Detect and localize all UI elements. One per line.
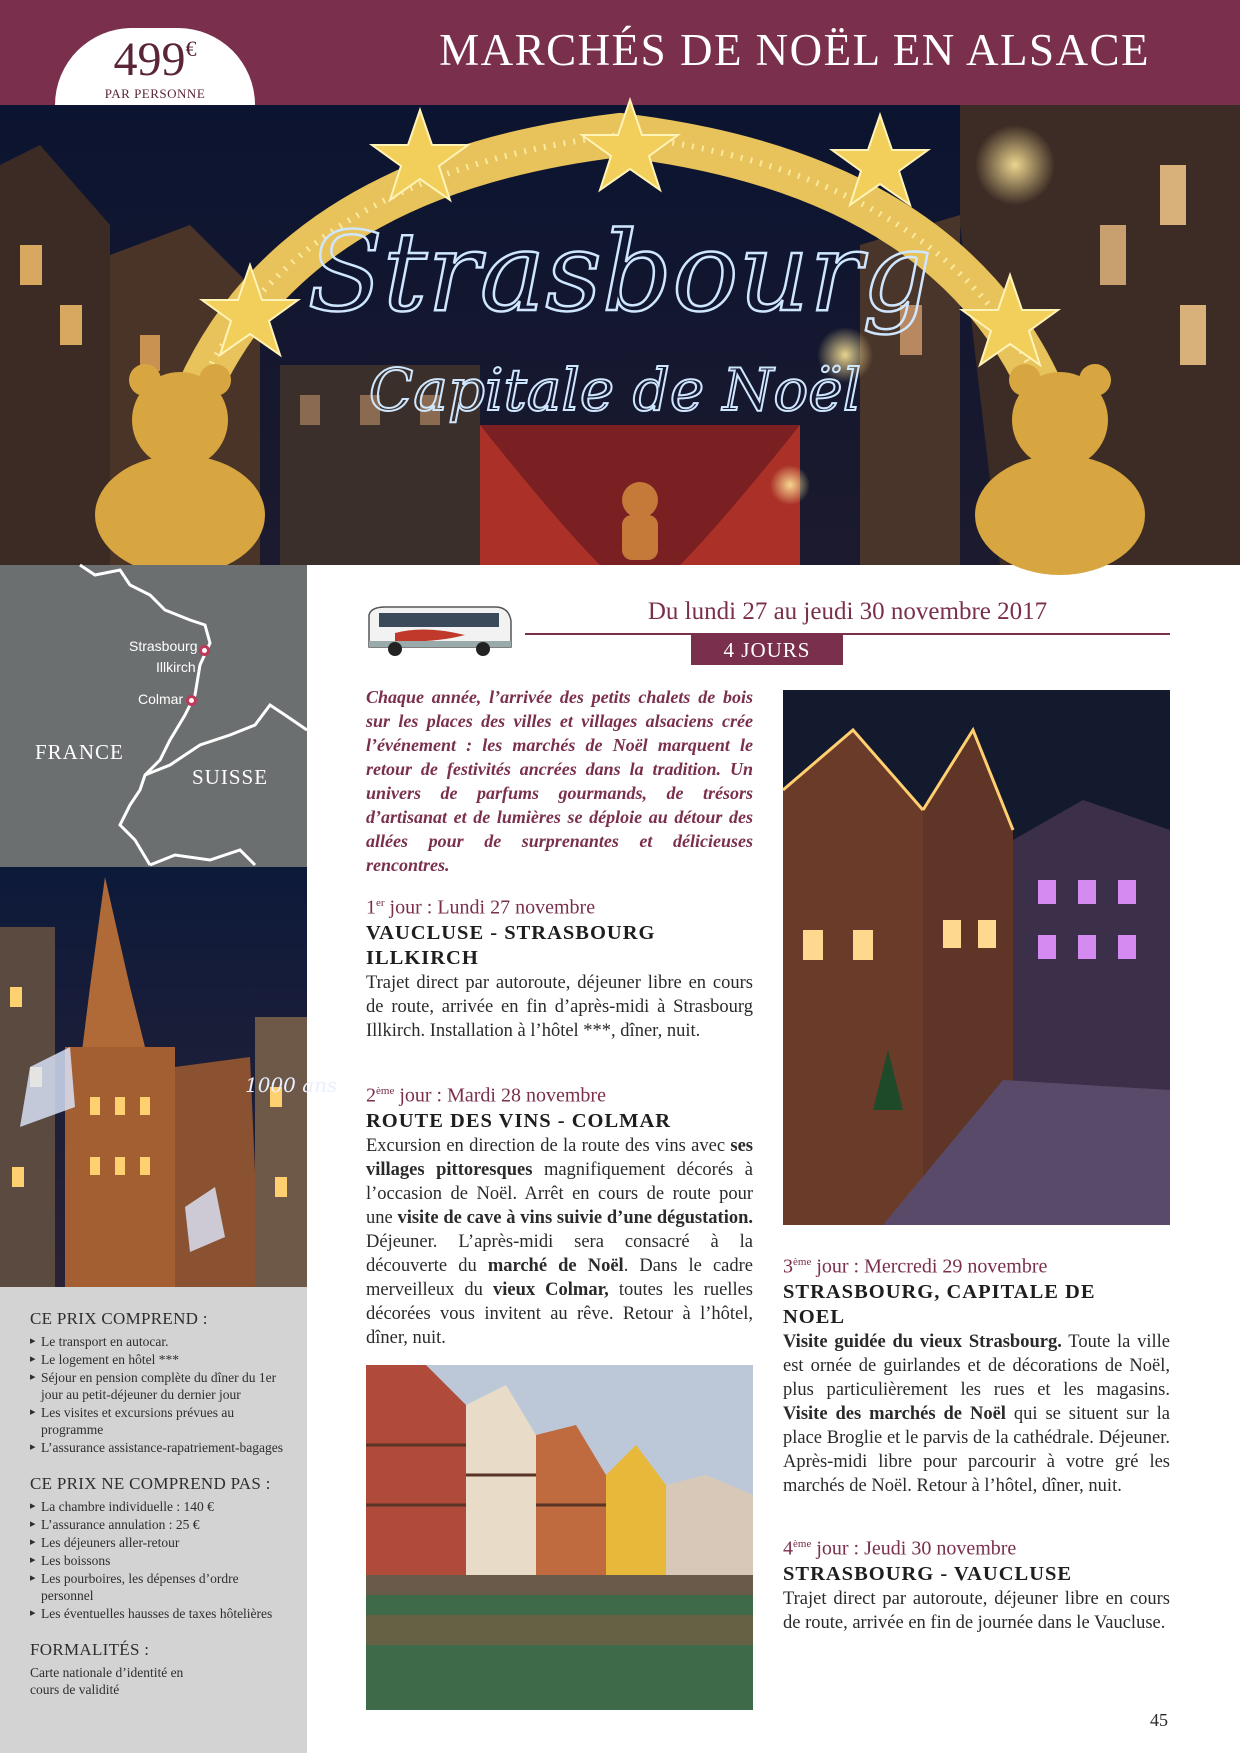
day-3 <box>783 1249 1170 1498</box>
page-title: MARCHÉS DE NOËL EN ALSACE <box>439 25 1150 75</box>
colmar-night-photo <box>783 690 1170 1225</box>
includes-list <box>30 1333 293 1456</box>
cathedral-banner-text: 1000 ans <box>245 1073 338 1097</box>
hero-sign-line1: Strasbourg <box>307 208 933 336</box>
hero-photo-strasbourg-arch <box>0 105 1240 565</box>
hero-sign-line2: Capitale de Noël <box>368 356 862 424</box>
bus-icon <box>365 603 515 659</box>
day-body-highlight: visite de cave à vins suivie d’une dégustation. <box>397 1207 753 1228</box>
day-body-text: magnifiquement décorés à l’occasion de Noël. Arrêt en cours de route pour une <box>366 1159 753 1228</box>
duration-badge: 4 JOURS <box>691 635 843 665</box>
map-city-strasbourg: Strasbourg <box>129 638 198 654</box>
day-body <box>783 1330 1170 1498</box>
petite-venise-canal-photo <box>366 1365 753 1710</box>
day-body-text: qui se situent sur la place Broglie et le parvis de la cathédrale. Déjeuner. Après-midi libre pour parcourir à votre gré les marchés de Noël. Retour à l’hôtel, dîner, nuit. <box>783 1403 1170 1496</box>
day-1 <box>366 890 753 1043</box>
includes-heading: CE PRIX COMPREND : <box>30 1309 208 1328</box>
day-body-highlight: ses villages pittoresques <box>366 1135 753 1180</box>
formalities-heading: FORMALITÉS : <box>30 1640 150 1659</box>
date-rule <box>525 633 1170 635</box>
day-title: ROUTE DES VINS - COLMAR <box>366 1109 672 1132</box>
includes-item: ▸ Le transport en autocar. <box>30 1333 293 1350</box>
map-city-colmar: Colmar <box>138 691 184 707</box>
intro-paragraph: Chaque année, l’arrivée des petits chalets de bois sur les places des villes et villages alsaciens crée l’événement : les marchés de Noël marquent le retour de festivités ancrées dans la tradition. Un univers de parfums gourmands, de trésors d’artisanat et de lumières se déploie au détour des allées pour de surprenantes et délicieuses rencontres. <box>366 687 753 875</box>
day-heading: 1er jour : Lundi 27 novembre <box>366 896 596 919</box>
excludes-item: ▸ Les boissons <box>30 1552 293 1569</box>
map-marker-strasbourg <box>199 645 210 656</box>
day-body <box>783 1587 1170 1635</box>
page-number: 45 <box>1150 1710 1168 1730</box>
excludes-item: ▸ Les éventuelles hausses de taxes hôtelières <box>30 1605 293 1622</box>
includes-item: ▸ Séjour en pension complète du dîner du 1er jour au petit-déjeuner du dernier jour <box>30 1369 293 1403</box>
includes-item: ▸ Les visites et excursions prévues au programme <box>30 1404 293 1438</box>
cathedral-photo <box>0 867 338 1287</box>
day-body-text: Excursion en direction de la route des vins avec <box>366 1135 731 1156</box>
formalities-text: Carte nationale d’identité en cours de validité <box>30 1665 184 1697</box>
header-bar <box>0 0 1240 105</box>
price-info-panel <box>0 1287 307 1753</box>
day-body-highlight: Visite guidée du vieux Strasbourg. <box>783 1331 1062 1352</box>
map-country-suisse: SUISSE <box>192 765 269 789</box>
day-4 <box>783 1531 1170 1635</box>
map-country-france: FRANCE <box>35 740 124 764</box>
price-badge <box>55 28 255 105</box>
day-body-text: Toute la ville est ornée de guirlandes et de décorations de Noël, plus particulièrement les rues et les magasins. <box>783 1331 1170 1400</box>
day-body <box>366 1134 753 1350</box>
day-body-text: Déjeuner. L’après-midi sera consacré à la découverte du <box>366 1231 753 1276</box>
excludes-item: ▸ L’assurance annulation : 25 € <box>30 1516 293 1533</box>
day-heading: 4ème jour : Jeudi 30 novembre <box>783 1537 1017 1560</box>
day-body-text: . Dans le cadre merveilleux du <box>366 1255 753 1300</box>
day-title: STRASBOURG - VAUCLUSE <box>783 1562 1073 1585</box>
day-heading: 3ème jour : Mercredi 29 novembre <box>783 1255 1048 1278</box>
day-title: VAUCLUSE - STRASBOURG ILLKIRCH <box>366 921 656 969</box>
price-currency: € <box>185 36 197 61</box>
day-body-highlight: vieux Colmar, <box>492 1279 609 1300</box>
day-body-highlight: marché de Noël <box>487 1255 624 1276</box>
trip-dates: Du lundi 27 au jeudi 30 novembre 2017 <box>647 598 1048 625</box>
map-alsace <box>0 565 307 867</box>
map-city-illkirch: Illkirch <box>156 659 196 675</box>
includes-item: ▸ Le logement en hôtel *** <box>30 1351 293 1368</box>
price-label: PAR PERSONNE <box>104 86 206 101</box>
excludes-item: ▸ Les déjeuners aller-retour <box>30 1534 293 1551</box>
excludes-item: ▸ Les pourboires, les dépenses d’ordre personnel <box>30 1570 293 1604</box>
excludes-item: ▸ La chambre individuelle : 140 € <box>30 1498 293 1515</box>
excludes-heading: CE PRIX NE COMPREND PAS : <box>30 1474 271 1493</box>
day-body-text: Trajet direct par autoroute, déjeuner libre en cours de route, arrivée en fin d’après-midi à Strasbourg Illkirch. Installation à l’hôtel ***, dîner, nuit. <box>366 972 753 1041</box>
day-body-text: Trajet direct par autoroute, déjeuner libre en cours de route, arrivée en fin de journée dans le Vaucluse. <box>783 1588 1170 1633</box>
map-marker-colmar <box>186 695 197 706</box>
day-body-text: toutes les ruelles décorées vous invitent au rêve. Retour à l’hôtel, dîner, nuit. <box>366 1279 753 1348</box>
day-body <box>366 971 753 1043</box>
day-body-highlight: Visite des marchés de Noël <box>783 1403 1006 1424</box>
price-amount: 499€ <box>113 33 197 86</box>
day-heading: 2ème jour : Mardi 28 novembre <box>366 1084 606 1107</box>
day-title: STRASBOURG, CAPITALE DE NOEL <box>783 1280 1096 1328</box>
excludes-list <box>30 1498 293 1622</box>
day-2 <box>366 1078 753 1350</box>
includes-item: ▸ L’assurance assistance-rapatriement-bagages <box>30 1439 293 1456</box>
